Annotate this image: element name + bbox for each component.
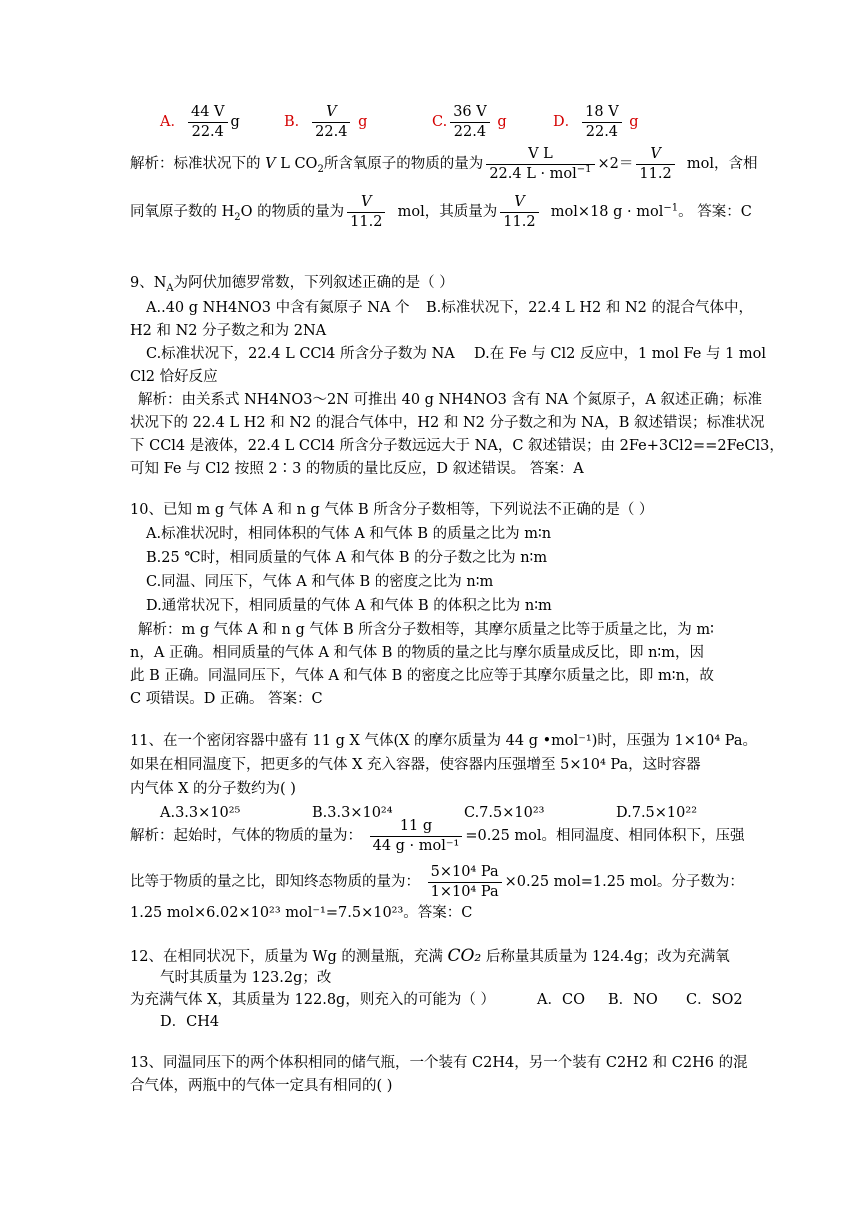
q9-analysis-4: 可知 Fe 与 Cl2 按照 2∶3 的物质的量比反应，D 叙述错误。 答案：A xyxy=(130,461,584,477)
q8-option-a-fraction: $\frac{44 V}{22.4}$ xyxy=(188,104,228,140)
q11-stem-1: 11、在一个密闭容器中盛有 11 g X 气体(X 的摩尔质量为 44 g •mol⁻¹)时，压强为 1×10⁴ Pa。 xyxy=(130,733,757,749)
q8-option-d-label: D． xyxy=(553,114,580,131)
q8-analysis-line-2: 同氧原子数的 $H_2O$ 的物质的量为 $\frac{V}{11.2}$ mol，其质量为 $\frac{V}{11.2}$ mol×18 g · mol$^{-1}$。 答案：C xyxy=(130,194,752,230)
q9-analysis-3: 下 CCl4 是液体，22.4 L CCl4 所含分子数远远大于 NA，C 叙述错误；由 2Fe+3Cl2==2FeCl3， xyxy=(130,438,784,454)
q11-analysis-fraction-1: $\frac{11 g}{\text{44 g · mol⁻¹}}$ xyxy=(370,818,463,854)
q9-option-d-cont: Cl2 恰好反应 xyxy=(130,369,218,385)
q10-analysis-1: 解析：m g 气体 A 和 n g 气体 B 所含分子数相等，其摩尔质量之比等于质量之比，为 m∶ xyxy=(138,622,714,638)
q8-option-c-unit: g xyxy=(497,114,507,131)
q10-option-c: C.同温、同压下，气体 A 和气体 B 的密度之比为 n∶m xyxy=(146,574,494,590)
q9-option-b-cont: H2 和 N2 分子数之和为 2NA xyxy=(130,323,327,339)
q11-analysis-fraction-2: $\frac{\text{5×10⁴ Pa}}{\text{1×10⁴ Pa}}$ xyxy=(428,864,502,900)
q9-stem: 9、$N_A$为阿伏加德罗常数，下列叙述正确的是（ ） xyxy=(130,275,454,294)
q8-option-c-fraction: $\frac{36 V}{22.4}$ xyxy=(450,104,490,140)
q8-analysis-fraction-3: $\frac{V}{11.2}$ xyxy=(347,194,385,230)
q11-stem-3: 内气体 X 的分子数约为( ) xyxy=(130,781,296,797)
q12-co2-formula: CO₂ xyxy=(447,946,482,966)
q10-analysis-4: C 项错误。D 正确。 答案：C xyxy=(130,691,323,707)
q9-option-d: D.在 Fe 与 Cl2 反应中，1 mol Fe 与 1 mol xyxy=(474,346,767,362)
q8-option-a-unit: g xyxy=(230,114,240,131)
q9-option-b: B.标准状况下，22.4 L H2 和 N2 的混合气体中， xyxy=(426,300,754,316)
q12-option-d: D．CH4 xyxy=(160,1014,220,1030)
q12-option-a: A．CO xyxy=(537,992,585,1008)
q8-option-b-unit: g xyxy=(358,114,368,131)
q12-option-b: B．NO xyxy=(608,992,658,1008)
q13-stem-2: 合气体，两瓶中的气体一定具有相同的( ) xyxy=(130,1078,393,1094)
q8-option-b-label: B． xyxy=(284,114,310,131)
q12-option-c: C．SO2 xyxy=(686,992,743,1008)
q10-analysis-2: n，A 正确。相同质量的气体 A 和气体 B 的物质的量之比与摩尔质量成反比，即 n∶m，因 xyxy=(130,645,704,661)
q10-analysis-3: 此 B 正确。同温同压下，气体 A 和气体 B 的密度之比应等于其摩尔质量之比，即 m∶n，故 xyxy=(130,668,714,684)
q8-option-b-fraction: $\frac{V}{22.4}$ xyxy=(312,104,350,140)
q8-analysis-line-1: 解析：标准状况下的 V L $CO_2$所含氧原子的物质的量为 $\frac{\text{V L}}{22.4 L \cdot mol^{-1}}$ ×2＝ $\frac{V}{11.2}$ mol，含相 xyxy=(130,146,758,182)
q10-option-d: D.通常状况下，相同质量的气体 A 和气体 B 的体积之比为 n∶m xyxy=(146,598,552,614)
q9-analysis-1: 解析：由关系式 NH4NO3～2N 可推出 40 g NH4NO3 含有 NA 个氮原子，A 叙述正确；标准 xyxy=(138,392,762,408)
q13-stem-1: 13、同温同压下的两个体积相同的储气瓶，一个装有 C2H4，另一个装有 C2H2 和 C2H6 的混 xyxy=(130,1055,748,1071)
q11-analysis-3: 1.25 mol×6.02×10²³ mol⁻¹=7.5×10²³。答案：C xyxy=(130,905,473,921)
q8-analysis-fraction-2: $\frac{V}{11.2}$ xyxy=(636,146,674,182)
q12-stem-2: 气时其质量为 123.2g；改 xyxy=(160,970,332,986)
q11-option-c: C.7.5×10²³ xyxy=(464,805,545,821)
q10-option-b: B.25 ℃时，相同质量的气体 A 和气体 B 的分子数之比为 n∶m xyxy=(146,550,548,566)
q9-option-a: A..40 g NH4NO3 中含有氮原子 NA 个 xyxy=(146,300,410,316)
q11-option-d: D.7.5×10²² xyxy=(616,805,698,821)
q8-options-row xyxy=(160,104,240,140)
q8-option-c-label: C. xyxy=(432,114,448,131)
q11-option-a: A.3.3×10²⁵ xyxy=(160,805,241,821)
q8-option-a-label: A． xyxy=(160,114,185,131)
q11-analysis-1: 解析：起始时，气体的物质的量为： $\frac{11 g}{\text{44 g · mol⁻¹}}$ =0.25 mol。相同温度、相同体积下，压强 xyxy=(130,818,745,854)
q12-stem-1: 12、在相同状况下，质量为 Wg 的测量瓶，充满 CO₂ 后称量其质量为 124.4g；改为充满氧 xyxy=(130,946,730,966)
q8-analysis-fraction-1: $\frac{\text{V L}}{22.4 L \cdot mol^{-1}}$ xyxy=(486,146,594,182)
q10-option-a: A.标准状况时，相同体积的气体 A 和气体 B 的质量之比为 m∶n xyxy=(146,526,552,542)
q10-stem: 10、已知 m g 气体 A 和 n g 气体 B 所含分子数相等，下列说法不正确的是（ ） xyxy=(130,502,654,518)
q8-option-d-unit: g xyxy=(629,114,639,131)
q11-stem-2: 如果在相同温度下，把更多的气体 X 充入容器，使容器内压强增至 5×10⁴ Pa，这时容器 xyxy=(130,757,701,773)
q12-stem-3: 为充满气体 X，其质量为 122.8g，则充入的可能为（ ） xyxy=(130,992,495,1008)
q8-analysis-fraction-4: $\frac{V}{11.2}$ xyxy=(500,194,538,230)
q8-option-c xyxy=(432,104,507,140)
q9-option-c: C.标准状况下，22.4 L CCl4 所含分子数为 NA xyxy=(146,346,455,362)
q9-analysis-2: 状况下的 22.4 L H2 和 N2 的混合气体中，H2 和 N2 分子数之和为 NA，B 叙述错误；标准状况 xyxy=(130,415,765,431)
q8-option-d-fraction: $\frac{18 V}{22.4}$ xyxy=(582,104,622,140)
q11-analysis-2: 比等于物质的量之比，即知终态物质的量为： $\frac{\text{5×10⁴ Pa}}{\text{1×10⁴ Pa}}$ ×0.25 mol=1.25 mol。分子数为： xyxy=(130,864,744,900)
q11-option-b: B.3.3×10²⁴ xyxy=(312,805,393,821)
q8-option-b xyxy=(284,104,367,140)
q8-option-d xyxy=(553,104,639,140)
